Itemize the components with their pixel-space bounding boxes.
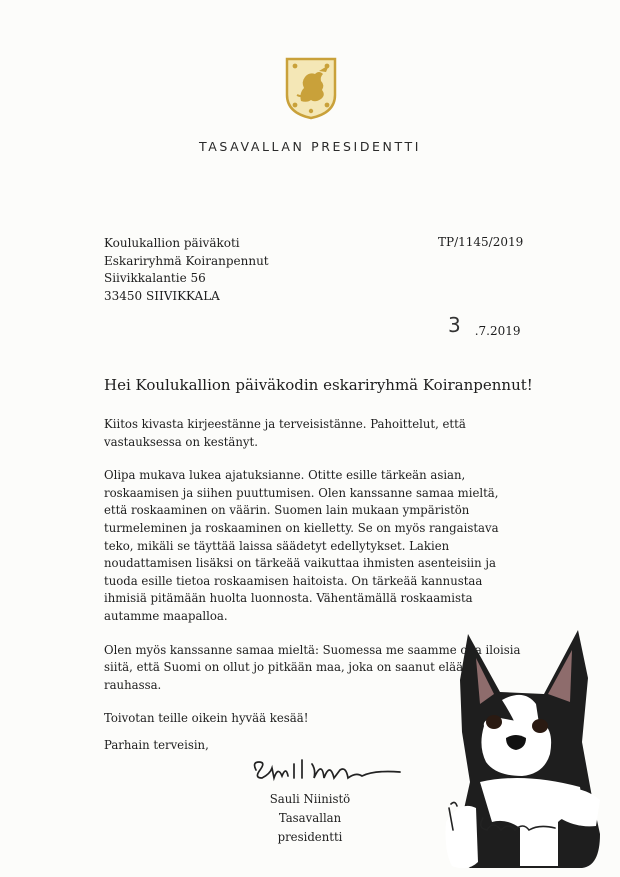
signer-name: Sauli Niinistö [269, 792, 351, 806]
signer-block [245, 790, 375, 847]
reference-number: TP/1145/2019 [438, 235, 524, 249]
date-day-handwritten: 3 [448, 313, 461, 337]
paragraph: Olen myös kanssanne samaa mieltä: Suomessa me saamme olla iloisia siitä, että Suomi on ollut jo pitkään maa, joka on saanut elää rauhassa. [104, 642, 521, 692]
address-line: Koulukallion päiväkoti [104, 236, 240, 250]
letter-date [448, 313, 521, 340]
recipient-address [104, 235, 269, 305]
address-line: Siivikkalantie 56 [104, 271, 206, 285]
paragraph: Olipa mukava lukea ajatuksianne. Otitte esille tärkeän asian, roskaamisen ja siihen puuttumisen. Olen kanssanne samaa mieltä, että roskaaminen on väärin. Suomen lain mukaan ympäristön turmeleminen ja roskaaminen on kielletty. Se on myös rangaistava teko, mikäli se täyttää laissa säädetyt edellytykset. Lakien noudattamisen lisäksi on tärkeää vaikuttaa ihmisten asenteisiin ja tuoda esille tietoa roskaamisen haitoista. On tärkeää kannustaa ihmisiä pitämään huolta luonnosta. Vähentämällä roskaamista autamme maapalloa. [104, 468, 499, 623]
paw-signature [443, 800, 558, 845]
signer-title: Tasavallan presidentti [277, 811, 343, 844]
paragraph: Toivotan teille oikein hyvää kesää! [104, 711, 309, 726]
date-month-year: .7.2019 [474, 324, 521, 338]
greeting: Hei Koulukallion päiväkodin eskariryhmä Koiranpennut! [104, 376, 533, 394]
address-line: Eskariryhmä Koiranpennut [104, 253, 269, 268]
paragraph: Kiitos kivasta kirjeestänne ja terveisistänne. Pahoittelut, että vastauksessa on kestänyt. [104, 417, 466, 449]
address-line: 33450 SIIVIKKALA [104, 288, 220, 303]
handwritten-signature [250, 750, 410, 790]
letterhead-title: TASAVALLAN PRESIDENTTI [198, 139, 422, 154]
closing: Parhain terveisin, [104, 738, 209, 752]
coat-of-arms-icon [285, 57, 337, 120]
